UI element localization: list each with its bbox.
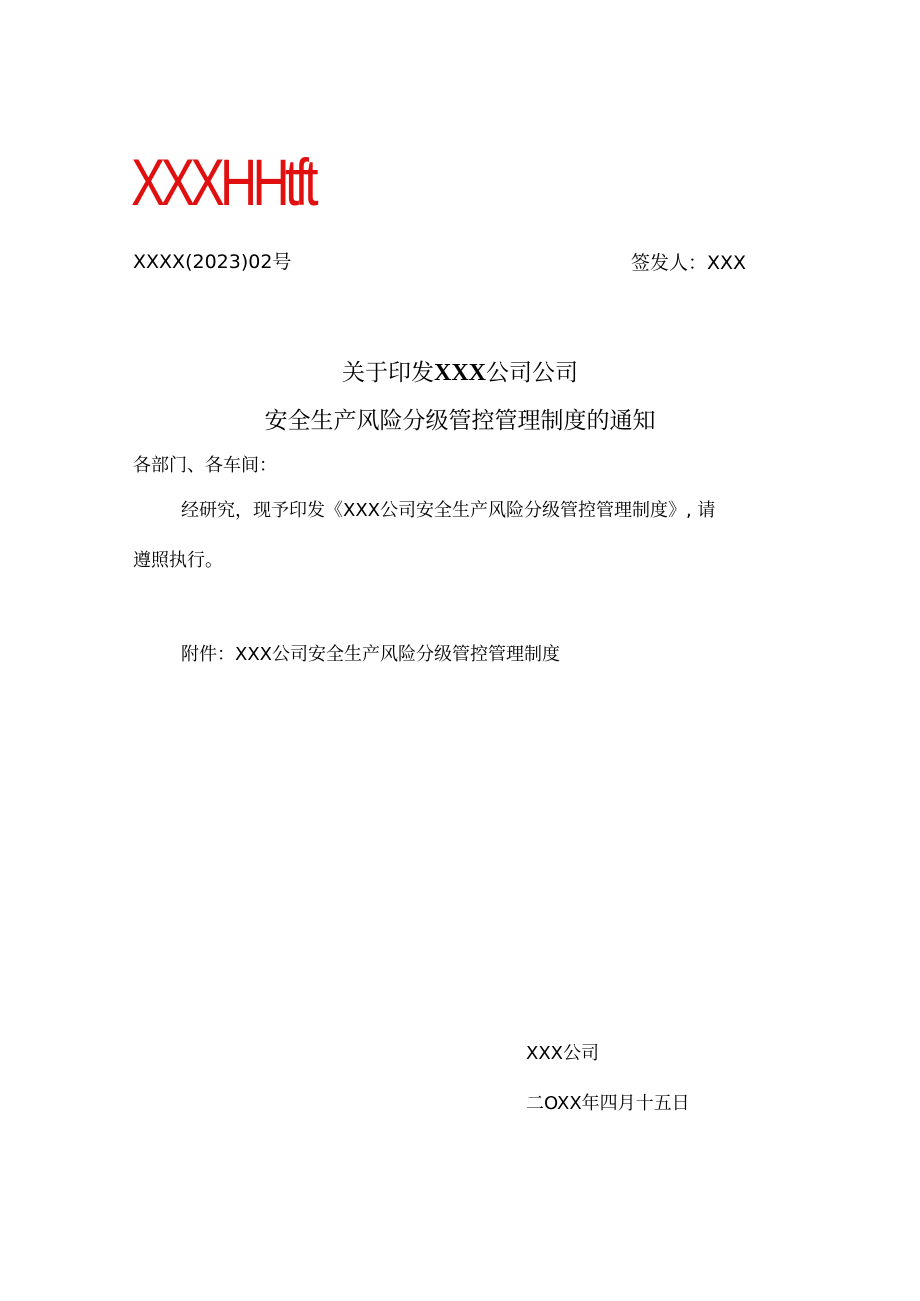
document-number: XXXX(2023)02号 [133, 251, 292, 273]
title-prefix: 关于印发 [342, 360, 434, 386]
issue-date: 二OXX年四月十五日 [526, 1093, 690, 1114]
salutation: 各部门、各车间： [133, 455, 277, 476]
body-paragraph-line-1: 经研究，现予印发《XXX公司安全生产风险分级管控管理制度》, 请 [181, 500, 716, 521]
title-company-placeholder: XXX [434, 360, 486, 386]
notice-title-line-1 [0, 357, 920, 389]
red-letterhead-title: XXXHHtft [131, 145, 314, 219]
title-suffix: 公司公司 [486, 360, 578, 386]
notice-title-line-2: 安全生产风险分级管控管理制度的通知 [264, 408, 656, 434]
issuing-company: XXX公司 [526, 1043, 599, 1064]
body-paragraph-line-2: 遵照执行。 [133, 550, 223, 571]
signer-line: 签发人：XXX [631, 252, 747, 274]
attachment-line: 附件：XXX公司安全生产风险分级管控管理制度 [181, 644, 560, 665]
